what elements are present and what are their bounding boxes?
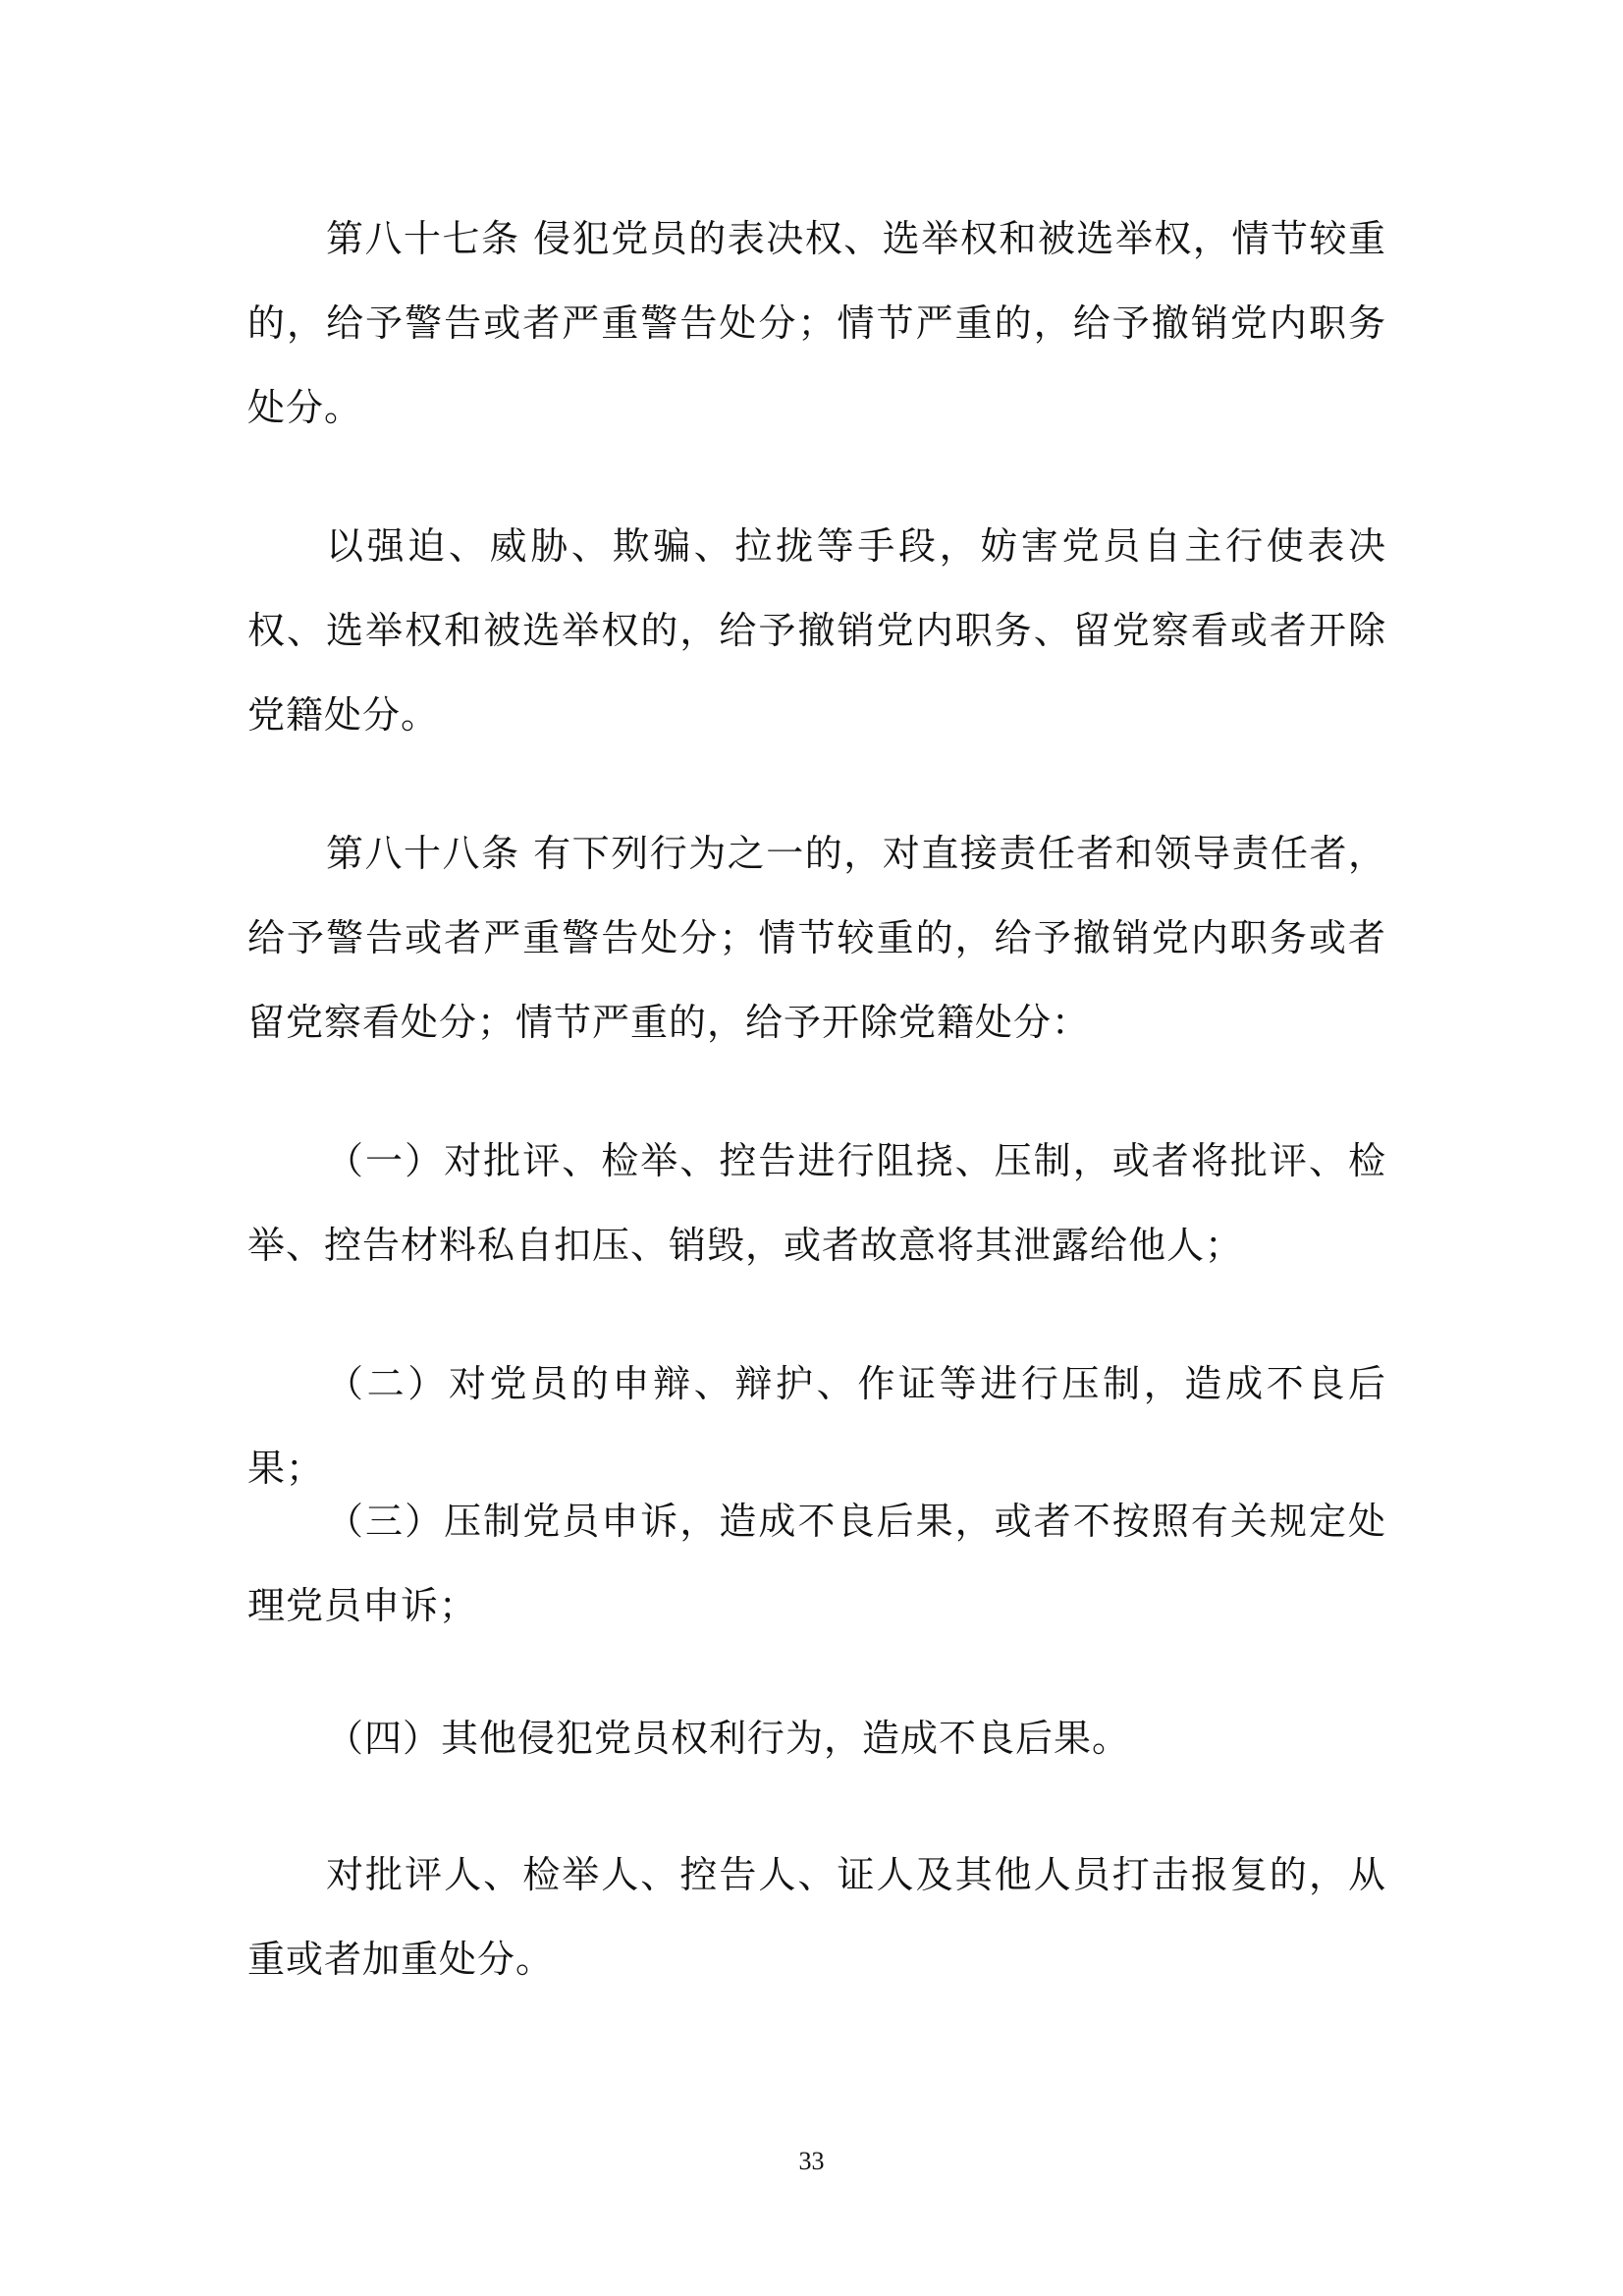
- paragraph-article-87-clause: 以强迫、威胁、欺骗、拉拢等手段，妨害党员自主行使表决权、选举权和被选举权的，给予撤销党内职务、留党察看或者开除党籍处分。: [247, 524, 1386, 737]
- article-87-clause-block: [247, 504, 1386, 757]
- item-4-block: [247, 1696, 1386, 1780]
- paragraph-item-3: （三）压制党员申诉，造成不良后果，或者不按照有关规定处理党员申诉；: [247, 1500, 1386, 1627]
- paragraph-retaliation-clause: 对批评人、检举人、控告人、证人及其他人员打击报复的，从重或者加重处分。: [247, 1853, 1386, 1981]
- paragraph-article-87: 第八十七条 侵犯党员的表决权、选举权和被选举权，情节较重的，给予警告或者严重警告处分；情节严重的，给予撤销党内职务处分。: [247, 217, 1386, 429]
- retaliation-clause-block: [247, 1832, 1386, 2001]
- item-1-block: [247, 1119, 1386, 1287]
- paragraph-item-1: （一）对批评、检举、控告进行阻挠、压制，或者将批评、检举、控告材料私自扣压、销毁，或者故意将其泄露给他人；: [247, 1139, 1386, 1267]
- article-87-block: [247, 196, 1386, 450]
- page-number: 33: [798, 2147, 825, 2175]
- item-3-block: [247, 1479, 1386, 1648]
- paragraph-item-2: （二）对党员的申辩、辩护、作证等进行压制，造成不良后果；: [247, 1362, 1386, 1490]
- article-88-block: [247, 811, 1386, 1065]
- paragraph-article-88: 第八十八条 有下列行为之一的，对直接责任者和领导责任者，给予警告或者严重警告处分；情节较重的，给予撤销党内职务或者留党察看处分；情节严重的，给予开除党籍处分：: [247, 832, 1386, 1044]
- paragraph-item-4: （四）其他侵犯党员权利行为，造成不良后果。: [326, 1717, 1131, 1760]
